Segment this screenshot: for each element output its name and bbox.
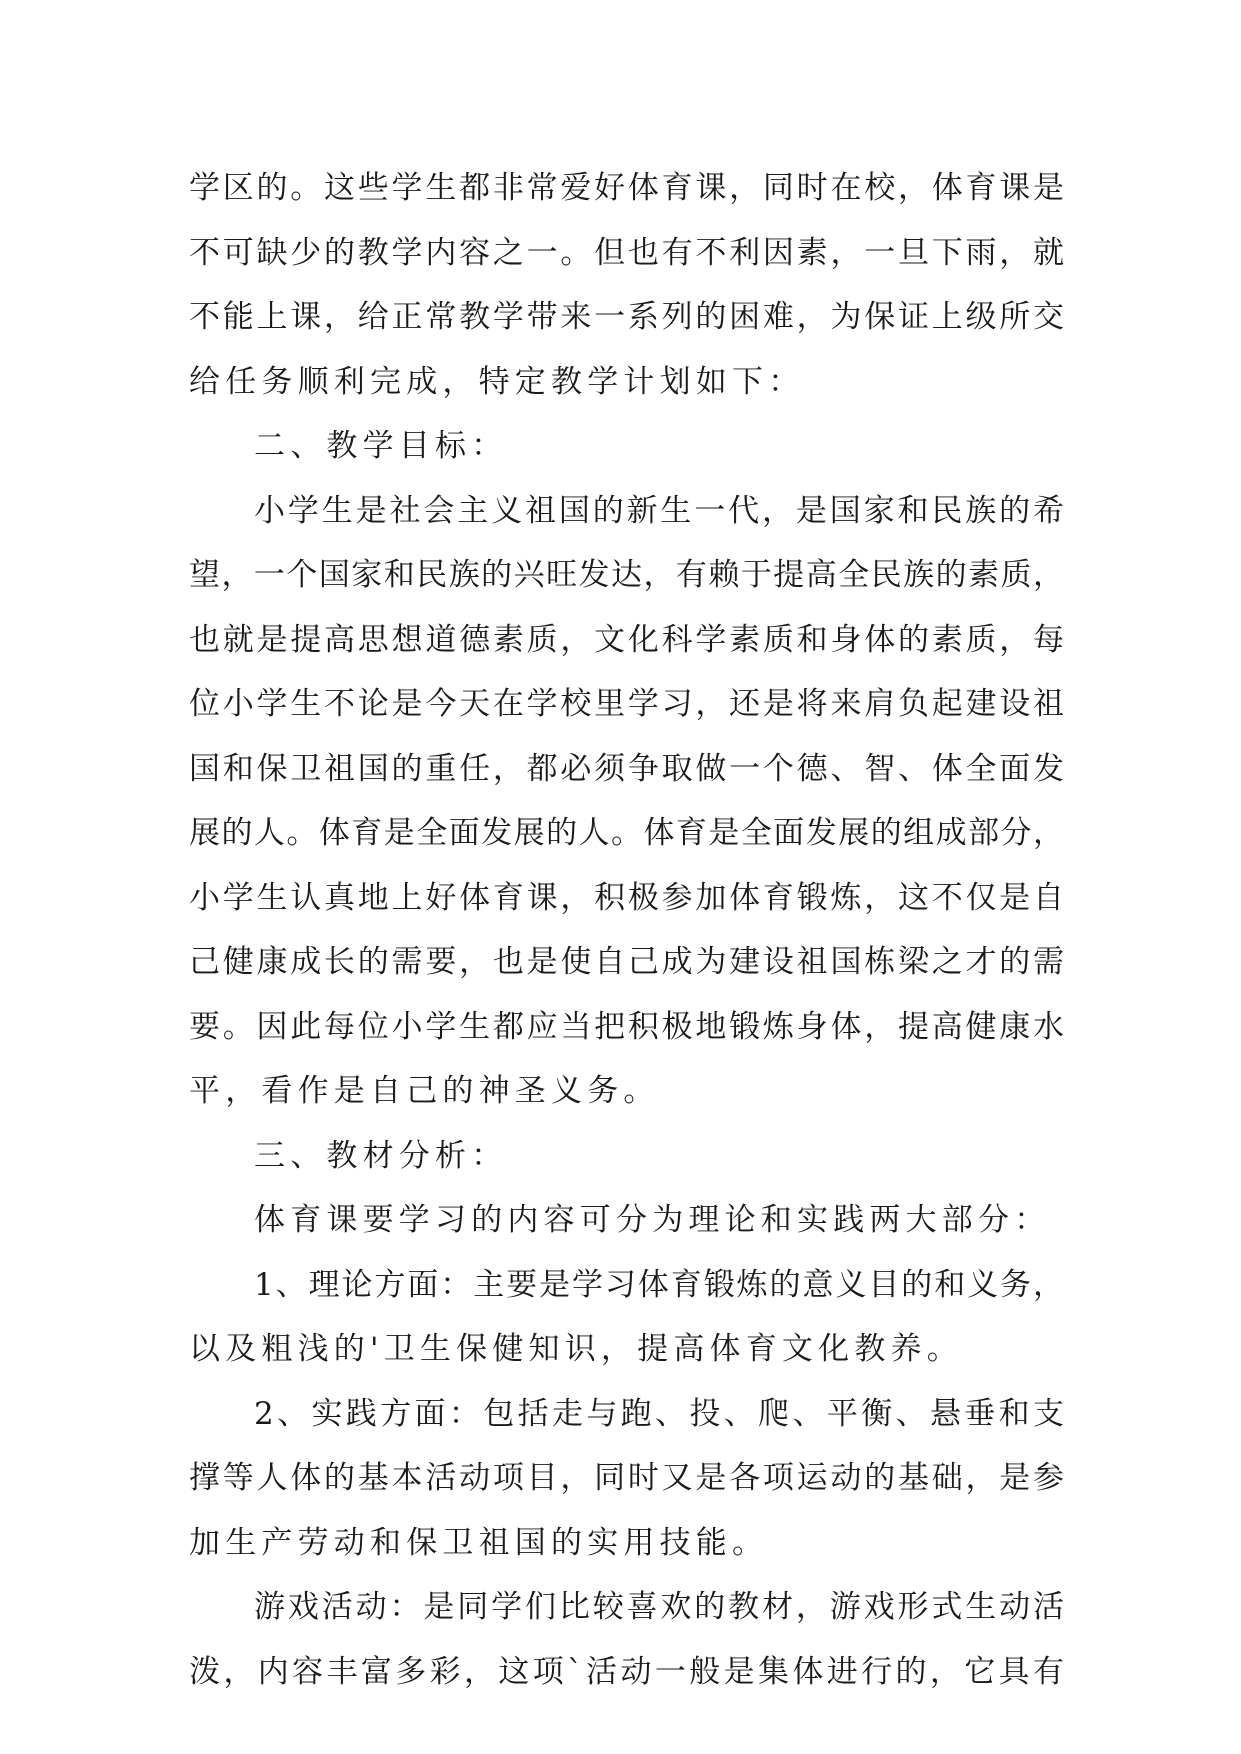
section-heading: 三、教材分析： [254, 1137, 508, 1174]
text-line: 要。因此每位小学生都应当把积极地锻炼身体，提高健康水 [189, 1008, 1064, 1045]
text-line: 不能上课，给正常教学带来一系列的困难，为保证上级所交 [189, 299, 1064, 335]
text-line: 国和保卫祖国的重任，都必须争取做一个德、智、体全面发 [189, 750, 1064, 787]
text-line: 泼，内容丰富多彩，这项`活动一般是集体进行的，它具有 [189, 1653, 1064, 1690]
text-line: 望，一个国家和民族的兴旺发达，有赖于提高全民族的素质， [189, 557, 1064, 593]
text-line: 撑等人体的基本活动项目，同时又是各项运动的基础，是参 [189, 1460, 1064, 1496]
list-item-text: 1、理论方面：主要是学习体育锻炼的意义目的和义务， [254, 1266, 1064, 1303]
text-line: 平，看作是自己的神圣义务。 [189, 1073, 660, 1109]
text-line: 加生产劳动和保卫祖国的实用技能。 [189, 1524, 769, 1561]
text-line: 给任务顺利完成，特定教学计划如下： [189, 363, 805, 400]
text-line: 不可缺少的教学内容之一。但也有不利因素，一旦下雨，就 [189, 234, 1064, 271]
text-line: 以及粗浅的'卫生保健知识，提高体育文化教养。 [189, 1331, 963, 1367]
text-line: 位小学生不论是今天在学校里学习，还是将来肩负起建设祖 [189, 686, 1064, 722]
text-line: 展的人。体育是全面发展的人。体育是全面发展的组成部分， [189, 815, 1064, 851]
text-line: 也就是提高思想道德素质，文化科学素质和身体的素质，每 [189, 621, 1064, 658]
document-body [189, 156, 1064, 1704]
list-item-text: 2、实践方面：包括走与跑、投、爬、平衡、悬垂和支 [254, 1395, 1064, 1432]
section-heading: 二、教学目标： [254, 428, 508, 464]
text-line: 小学生认真地上好体育课，积极参加体育锻炼，这不仅是自 [189, 879, 1064, 916]
text-line: 己健康成长的需要，也是使自己成为建设祖国栋梁之才的需 [189, 944, 1064, 980]
text-line: 游戏活动：是同学们比较喜欢的教材，游戏形式生动活 [254, 1589, 1064, 1625]
text-line: 学区的。这些学生都非常爱好体育课，同时在校，体育课是 [189, 170, 1064, 206]
text-line: 体育课要学习的内容可分为理论和实践两大部分： [254, 1202, 1051, 1238]
text-line: 小学生是社会主义祖国的新生一代，是国家和民族的希 [254, 492, 1064, 529]
